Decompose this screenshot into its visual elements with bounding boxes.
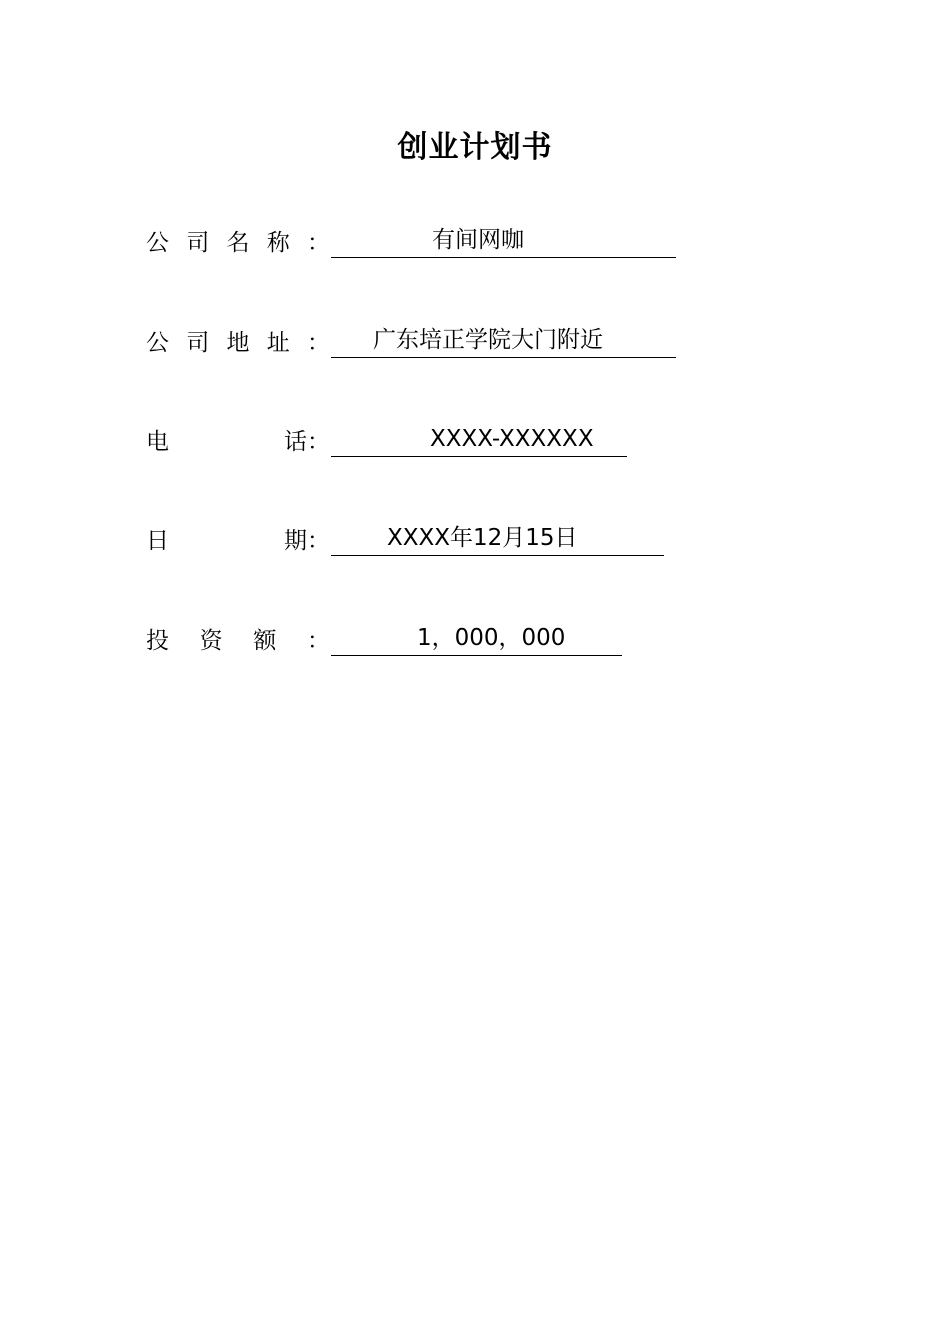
company-name-label [146,222,330,258]
investment-value: 1，000，000 [417,625,566,651]
label-char: 司 [186,229,210,256]
company-address-value-line [331,322,676,358]
document-title: 创业计划书 [397,130,553,165]
label-colon: ： [307,229,330,256]
label-char: 期 [284,527,307,554]
label-char: 公 [146,329,169,356]
label-char: 地 [226,329,250,356]
label-char: 话 [284,428,307,455]
label-char: 投 [146,627,169,654]
date-value: XXXX年12月15日 [387,525,578,551]
label-colon: ： [307,329,330,356]
label-char: 日 [146,527,169,554]
phone-value: XXXX-XXXXXX [430,426,594,452]
investment-value-line [331,620,622,656]
investment-label [146,620,330,656]
label-char: 额 [253,627,277,654]
phone-value-line [331,421,627,457]
label-char: 公 [146,229,169,256]
company-name-value-line [331,222,676,258]
label-char: 名 [226,229,250,256]
label-colon: ： [307,428,330,455]
label-char: 电 [146,428,169,455]
label-char: 资 [199,627,223,654]
label-char: 址 [266,329,290,356]
label-char: 称 [266,229,290,256]
label-colon: ： [307,527,330,554]
company-name-value: 有间网咖 [432,227,524,253]
company-address-label [146,322,330,358]
date-value-line [331,520,664,556]
date-label [146,520,330,556]
company-address-value: 广东培正学院大门附近 [373,327,603,353]
phone-label [146,421,330,457]
label-char: 司 [186,329,210,356]
label-colon: ： [306,627,330,654]
